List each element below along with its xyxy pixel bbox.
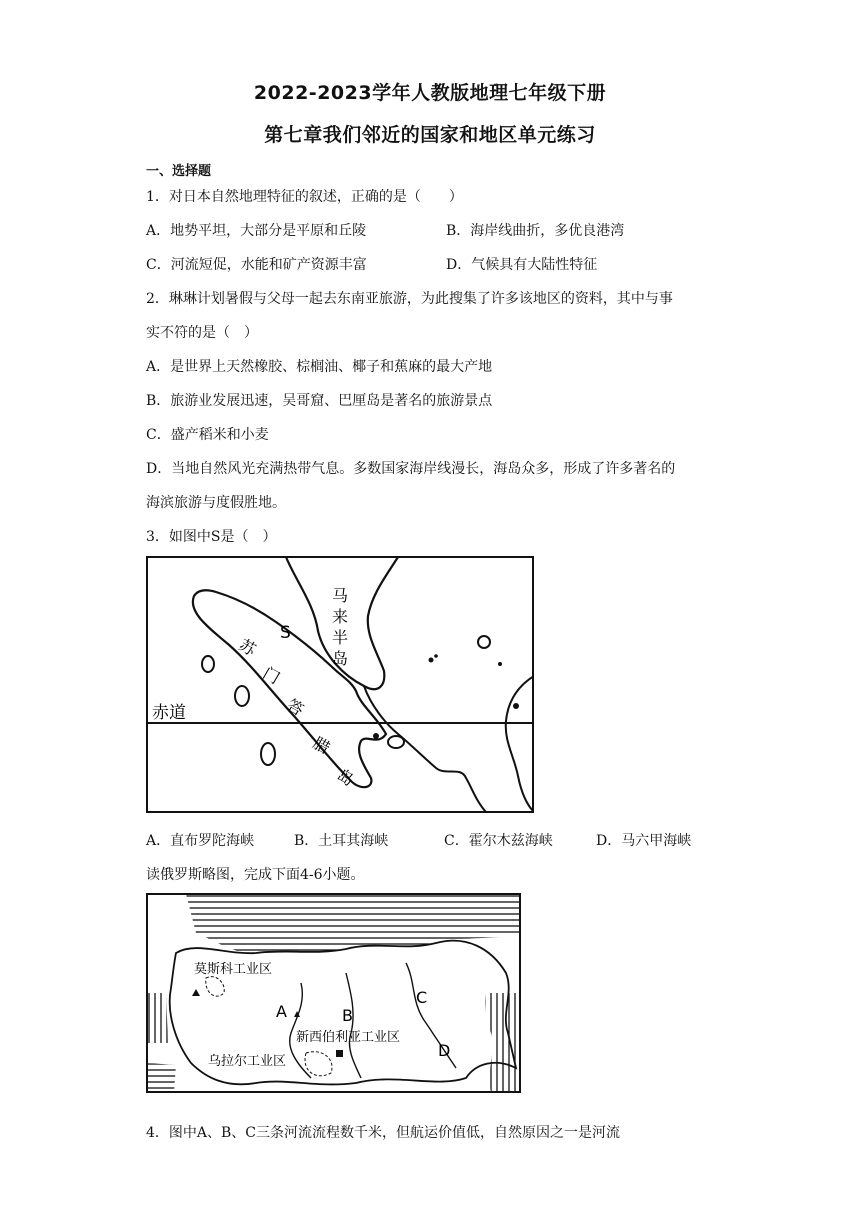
novosibirsk-label: 新西伯利亚工业区 xyxy=(296,1030,401,1045)
q2-stem-line1: 2．琳琳计划暑假与父母一起去东南亚旅游，为此搜集了许多该地区的资料，其中与事 xyxy=(146,291,673,307)
q1-option-d: D．气候具有大陆性特征 xyxy=(446,257,598,273)
group-intro: 读俄罗斯略图，完成下面4-6小题。 xyxy=(146,867,365,883)
document-title-line1: 2022-2023学年人教版地理七年级下册 xyxy=(253,82,607,104)
black-sea xyxy=(147,1063,176,1092)
river-d-label: D xyxy=(438,1041,451,1060)
q1-stem: 1．对日本自然地理特征的叙述，正确的是（ ） xyxy=(146,189,463,205)
river-c-label: C xyxy=(416,988,428,1007)
q1-option-c: C．河流短促，水能和矿产资源丰富 xyxy=(146,257,367,273)
q2-option-c: C．盛产稻米和小麦 xyxy=(146,427,269,443)
island-dot-3 xyxy=(498,662,502,666)
document-title-line2: 第七章我们邻近的国家和地区单元练习 xyxy=(264,124,596,146)
q4-stem: 4．图中A、B、C三条河流流程数千米，但航运价值低，自然原因之一是河流 xyxy=(146,1125,621,1141)
moscow-label: 莫斯科工业区 xyxy=(194,962,273,977)
strait-label-s: S xyxy=(280,623,291,643)
q3-stem: 3．如图中S是（ ） xyxy=(146,529,277,545)
q1-option-a: A．地势平坦，大部分是平原和丘陵 xyxy=(146,223,367,239)
russia-sketch-map xyxy=(146,893,521,1093)
island-dot-2 xyxy=(434,654,438,658)
sumatra-label-2: 门 xyxy=(259,663,284,688)
q2-stem-line2: 实不符的是（ ） xyxy=(146,325,258,341)
sumatra-label-3: 答 xyxy=(283,695,308,720)
equator-label: 赤道 xyxy=(152,703,186,723)
section-heading: 一、选择题 xyxy=(146,164,212,179)
q2-option-b: B．旅游业发展迅速，吴哥窟、巴厘岛是著名的旅游景点 xyxy=(146,393,493,409)
river-a-label: A xyxy=(276,1002,287,1021)
sumatra-label-5: 岛 xyxy=(333,765,358,790)
island-dot-4 xyxy=(513,703,519,709)
q2-option-d-line1: D．当地自然风光充满热带气息。多数国家海岸线漫长，海岛众多，形成了许多著名的 xyxy=(146,461,676,477)
baltic-sea xyxy=(147,993,168,1043)
q3-option-d: D．马六甲海峡 xyxy=(596,833,692,849)
q3-option-a: A．直布罗陀海峡 xyxy=(146,833,255,849)
river-b-label: B xyxy=(342,1006,353,1025)
q2-option-a: A．是世界上天然橡胶、棕榈油、椰子和蕉麻的最大产地 xyxy=(146,359,493,375)
malay-label-3: 半 xyxy=(332,628,349,647)
q2-option-d-line2: 海滨旅游与度假胜地。 xyxy=(146,495,286,511)
q1-option-b: B．海岸线曲折，多优良港湾 xyxy=(446,223,625,239)
island-dot-5 xyxy=(373,733,379,739)
q3-option-c: C．霍尔木兹海峡 xyxy=(444,833,553,849)
sumatra-label-4: 腊 xyxy=(309,733,334,758)
malacca-strait-map xyxy=(146,556,534,813)
novosibirsk-square-marker xyxy=(336,1050,343,1057)
sumatra-label-1: 苏 xyxy=(235,635,260,660)
malay-label-4: 岛 xyxy=(332,649,349,668)
ural-label: 乌拉尔工业区 xyxy=(208,1054,287,1069)
malay-label-2: 来 xyxy=(332,607,349,626)
island-dot-1 xyxy=(429,658,434,663)
q3-option-b: B．土耳其海峡 xyxy=(294,833,389,849)
malay-label-1: 马 xyxy=(332,586,349,605)
